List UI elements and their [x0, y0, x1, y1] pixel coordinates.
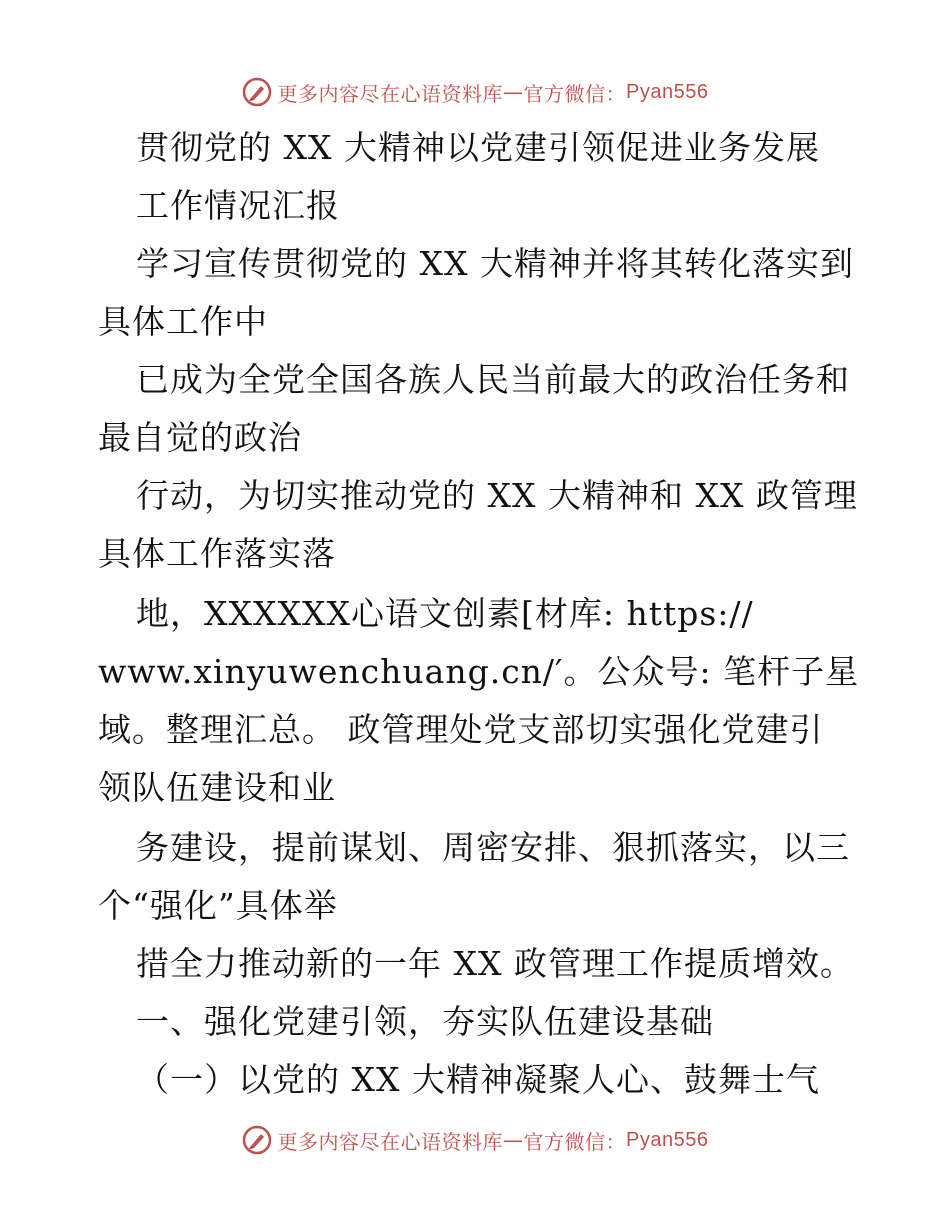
watermark-wechat-label: 官方微信： — [523, 81, 627, 106]
doc-line-15: 措全力推动新的一年 XX 政管理工作提质增效。 — [136, 944, 854, 983]
doc-line-7: 行动，为切实推动党的 XX 大精神和 XX 政管理 — [136, 476, 858, 515]
doc-line-10: www.xinyuwenchuang.cn/′。公众号: 笔杆子星 — [98, 652, 860, 691]
watermark-separator: — — [503, 80, 524, 104]
fountain-pen-logo-icon — [242, 1125, 272, 1155]
watermark-footer — [0, 1120, 950, 1160]
doc-title-line-2: 工作情况汇报 — [136, 186, 340, 225]
doc-line-9: 地，XXXXXX心语文创素[材库: https:// — [136, 594, 754, 633]
doc-line-13: 务建设，提前谋划、周密安排、狠抓落实，以三 — [136, 828, 850, 867]
doc-heading-1: 一、强化党建引领，夯实队伍建设基础 — [136, 1002, 714, 1041]
doc-line-14: 个“强化”具体举 — [98, 886, 338, 925]
watermark-text: 更多内容尽在心语资料库 — [277, 1129, 504, 1154]
doc-line-11: 域。整理汇总。 政管理处党支部切实强化党建引 — [98, 710, 824, 749]
doc-title-line-1: 贯彻党的 XX 大精神以党建引领促进业务发展 — [136, 128, 820, 167]
doc-subheading-1: （一）以党的 XX 大精神凝聚人心、鼓舞士气 — [136, 1060, 820, 1099]
watermark-wechat-label: 官方微信： — [523, 1129, 627, 1154]
doc-line-8: 具体工作落实落 — [98, 534, 336, 573]
doc-line-6: 最自觉的政治 — [98, 418, 302, 457]
watermark-header — [0, 72, 950, 112]
watermark-wechat-id: Pyan556 — [626, 1128, 709, 1151]
doc-line-4: 具体工作中 — [98, 302, 268, 341]
fountain-pen-logo-icon — [242, 77, 272, 107]
watermark-separator: — — [503, 1128, 524, 1152]
watermark-text: 更多内容尽在心语资料库 — [277, 81, 504, 106]
doc-line-3: 学习宣传贯彻党的 XX 大精神并将其转化落实到 — [136, 244, 854, 283]
doc-line-12: 领队伍建设和业 — [98, 768, 336, 807]
watermark-wechat-id: Pyan556 — [626, 80, 709, 103]
doc-line-5: 已成为全党全国各族人民当前最大的政治任务和 — [136, 360, 850, 399]
